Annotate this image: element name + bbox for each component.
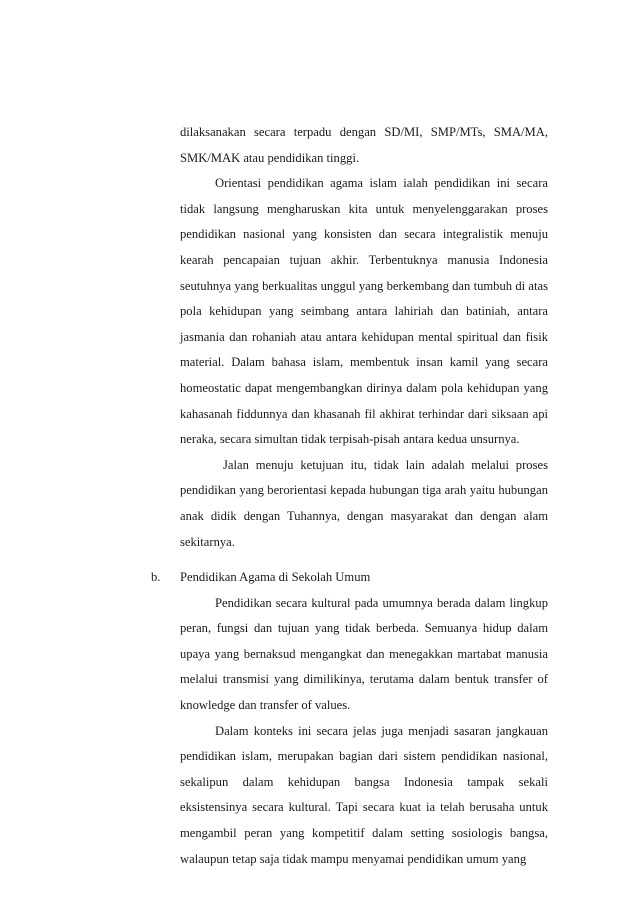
paragraph-continuation: dilaksanakan secara terpadu dengan SD/MI, SMP/MTs, SMA/MA, SMK/MAK atau pendidikan tinggi. (180, 125, 548, 165)
paragraph-jalan-menuju: Jalan menuju ketujuan itu, tidak lain adalah melalui proses pendidikan yang berorientasi kepada hubungan tiga arah yaitu hubungan anak didik dengan Tuhannya, dengan masyarakat dan dengan alam sekitarnya. (180, 457, 548, 549)
paragraph-dalam-konteks: Dalam konteks ini secara jelas juga menjadi sasaran jangkauan pendidikan islam, merupakan bagian dari sistem pendidikan nasional, sekalipun dalam kehidupan bangsa Indonesia tampak sekali eksistensinya secara kultural. Tapi secara kuat ia telah berusaha untuk mengambil peran yang kompetitif dalam setting sosiologis bangsa, walaupun tetap saja tidak mampu menyamai pendidikan umum yang (180, 723, 548, 866)
paragraph-orientasi: Orientasi pendidikan agama islam ialah pendidikan ini secara tidak langsung mengharuskan kita untuk menyelenggarakan proses pendidikan nasional yang konsisten dan secara integralistik menuju kearah pencapaian tujuan akhir. Terbentuknya manusia Indonesia seutuhnya yang berkualitas unggul yang berkembang dan tumbuh di atas pola kehidupan yang seimbang antara lahiriah dan batiniah, antara jasmania dan rohaniah atau antara kehidupan mental spiritual dan fisik material. Dalam bahasa islam, membentuk insan kamil yang secara homeostatic dapat mengembangkan dirinya dalam pola kehidupan yang kahasanah fiddunnya dan khasanah fil akhirat terhindar dari siksaan api neraka, secara simultan tidak terpisah-pisah antara kedua unsurnya. (180, 176, 548, 447)
section-letter: b. (151, 570, 161, 585)
page-body (151, 120, 548, 872)
section-title: Pendidikan Agama di Sekolah Umum (180, 570, 371, 585)
section-heading (151, 565, 548, 591)
paragraph-pendidikan-kultural: Pendidikan secara kultural pada umumnya berada dalam lingkup peran, fungsi dan tujuan yang tidak berbeda. Semuanya hidup dalam upaya yang bernaksud mengangkat dan menegakkan martabat manusia melalui transmisi yang dimilikinya, terutama dalam bentuk transfer of knowledge dan transfer of values. (180, 595, 548, 713)
